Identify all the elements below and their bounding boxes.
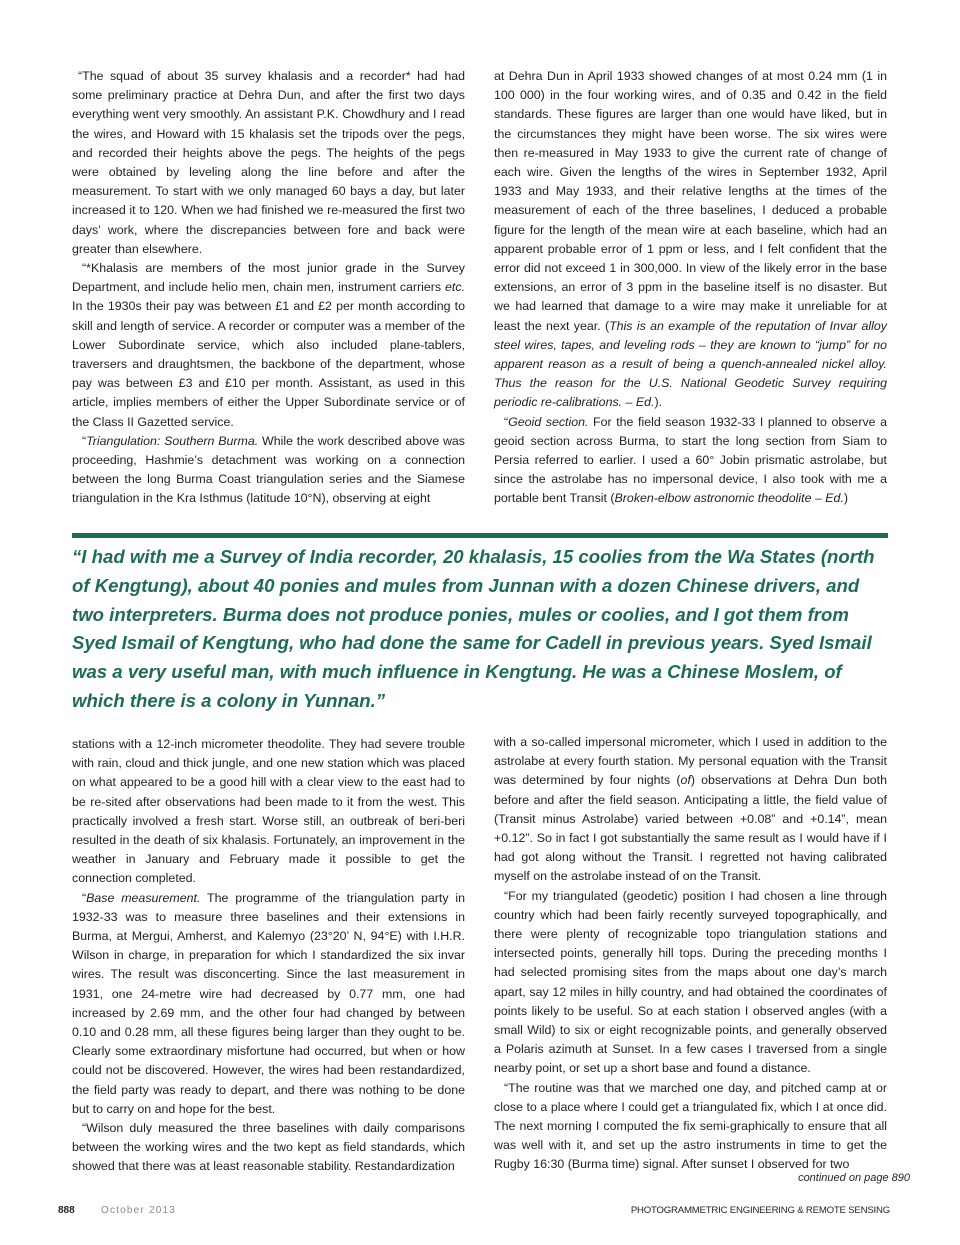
paragraph-footnote: “*Khalasis are members of the most junior grade in the Survey Department, and include helio men, chain men, instrument carriers etc. In the 1930s their pay was between £1 and £2 per month according to skill and length of service. A recorder or computer was a member of the Lower Subordinate service, which also included plane-tablers, traversers and draughtsmen, the backbone of the department, whose pay was between £3 and £10 per month. Assistant, as used in this article, implies members of either the Upper Subordinate service or of the Class II Gazetted service. <box>72 261 465 429</box>
page-footer <box>0 1205 960 1221</box>
paragraph-base-measurement: “Base measurement. The programme of the triangulation party in 1932-33 was to measure three baselines and their extensions in Burma, at Mergui, Amherst, and Kalemyo (23°20’ N, 94°E) with I.H.R. Wilson in charge, in preparation for which I standardized the six invar wires. The result was disconcerting. Since the last measurement in 1931, one 24-metre wire had decreased by 0.77 mm, one had increased by 2.69 mm, and the other four had changed by between 0.10 and 0.28 mm, all these figures being larger than they ought to be. Clearly some extraordinary misfortune had occurred, but when or how could not be discovered. However, the wires had been restandardized, the field party was ready to depart, and there was nothing to be done but to carry on and hope for the best. <box>72 890 465 1116</box>
paragraph-triangulation: “Triangulation: Southern Burma. While the work described above was proceeding, Hashmie’s detachment was working on a connection between the long Burma Coast triangulation series and the Siamese triangulation in the Kra Isthmus (latitude 10°N), observing at eight <box>72 433 465 506</box>
journal-name: PHOTOGRAMMETRIC ENGINEERING & REMOTE SENSING <box>630 1205 890 1216</box>
paragraph: “The squad of about 35 survey khalasis and a recorder* had had some preliminary practice at Dehra Dun, and after the first two days everything went very smoothly. An assistant P.K. Chowdhury and I read the wires, and Howard with 15 khalasis set the tripods over the pegs, and recorded their heights above the pegs. The heights of the pegs were obtained by leveling along the line before and after the measurement. To start with we only managed 60 bays a day, but later increased it to 120. When we had finished we re-measured the first two days’ work, where the discrepancies between fore and back were greater than elsewhere. <box>72 69 465 256</box>
pull-quote: “I had with me a Survey of India recorder, 20 khalasis, 15 coolies from the Wa States (north of Kengtung), about 40 ponies and mules from Junnan with a dozen Chinese drivers, and two interpreters. Burma does not produce ponies, mules or coolies, and I got them from Syed Ismail of Kengtung, who had done the same for Cadell in previous years. Syed Ismail was a very useful man, with much influence in Kengtung. He was a Chinese Moslem, of which there is a colony in Yunnan.” <box>72 546 875 711</box>
paragraph: “The routine was that we marched one day, and pitched camp at or close to a place where I could get a triangulated fix, which I at once did. The next morning I computed the fix semi-graphically to ensure that all was well with it, and set up the astro instruments in time to get the Rugby 16:30 (Burma time) signal. After sunset I observed for two <box>494 1080 887 1172</box>
paragraph: at Dehra Dun in April 1933 showed changes of at most 0.24 mm (1 in 100 000) in the four working wires, and of 0.35 and 0.42 in the field standards. These figures are larger than one would have liked, but in the circumstances they might have been worse. The six wires were then re-measured in May 1933 to give the current rate of change of each wire. Given the lengths of the wires in September 1932, April 1933 and May 1933, and their relative lengths at the times of the measurement of each of the three baselines, I deduced a probable figure for the length of the mean wire at each baseline, which had an apparent probable error of 1 ppm or less, and I felt confident that the error did not exceed 1 in 300,000. In view of the likely error in the base extensions, an error of 3 ppm in the baseline itself is no disaster. But we had learned that damage to a wire may make it unreliable for at least the next year. (This is an example of the reputation of Invar alloy steel wires, tapes, and leveling rods – they are known to “jump” for no apparent reason as a result of being a quench-annealed nickel alloy. Thus the reason for the U.S. National Geodetic Survey requiring periodic re-calibrations. – Ed.). <box>494 69 887 410</box>
editor-note: Broken-elbow astronomic theodolite – Ed. <box>614 491 844 506</box>
section-heading: Geoid section. <box>508 414 589 429</box>
article-column-bottom-right <box>494 733 887 1175</box>
section-heading: Base measurement. <box>86 890 201 905</box>
paragraph: with a so-called impersonal micrometer, which I used in addition to the astrolabe at every fourth station. My personal equation with the Transit was determined by four nights (of) observations at Dehra Dun both before and after the field season. Anticipating a little, the field value of (Transit minus Astrolabe) varied between +0.08” and +0.14”, mean +0.12”. So in fact I got substantially the same result as I would have if I had got along without the Transit. I regretted not having calibrated myself on the astrolabe instead of on the Transit. <box>494 735 887 884</box>
paragraph: “Wilson duly measured the three baselines with daily comparisons between the working wires and the two kept as field standards, which showed that there was at least reasonable stability. Restandardization <box>72 1121 465 1174</box>
article-column-top-right <box>494 67 887 509</box>
article-column-bottom-left <box>72 735 465 1177</box>
article-column-top-left <box>72 67 465 509</box>
section-heading: Triangulation: Southern Burma. <box>86 433 259 448</box>
editor-note: This is an example of the reputation of Invar alloy steel wires, tapes, and leveling rods – they are known to “jump” for no apparent reason as a result of being a quench-annealed nickel alloy. Thus the reason for the U.S. National Geodetic Survey requiring periodic re-calibrations. – Ed. <box>494 318 887 410</box>
paragraph: “For my triangulated (geodetic) position I had chosen a line through country which had been fairly recently surveyed topographically, and there were plenty of recognizable topo triangulation stations and intersected points, generally hill tops. During the preceding months I had selected promising sites from the maps about one day’s march apart, say 12 miles in hilly country, and had obtained the coordinates of points likely to be useful. So at each station I observed angles (with a small Wild) to six or eight recognizable points, and generally observed a Polaris azimuth at Sunset. In a few cases I traversed from a single nearby point, or set up a short base and found a distance. <box>494 888 887 1076</box>
paragraph-geoid: “Geoid section. For the field season 1932-33 I planned to observe a geoid section across Burma, to start the long section from Siam to Persia referred to earlier. I used a 60° Jobin prismatic astrolabe, but since the astrolabe has no impersonal device, I also took with me a portable bent Transit (Broken-elbow astronomic theodolite – Ed.) <box>494 414 887 506</box>
issue-date: October 2013 <box>101 1205 176 1216</box>
continued-note: continued on page 890 <box>798 1172 910 1184</box>
pull-quote-rule <box>72 533 888 538</box>
page-number: 888 <box>58 1205 75 1216</box>
paragraph: stations with a 12-inch micrometer theodolite. They had severe trouble with rain, cloud and thick jungle, and one new station which was placed on what appeared to be a good hill with a clear view to the east had to be re-sited after observations had been made to it from the west. This practically involved a fresh start. Worse still, an outbreak of beri-beri resulted in the death of six khalasis. Fortunately, an improvement in the weather in January and February made it possible to get the connection completed. <box>72 737 465 886</box>
